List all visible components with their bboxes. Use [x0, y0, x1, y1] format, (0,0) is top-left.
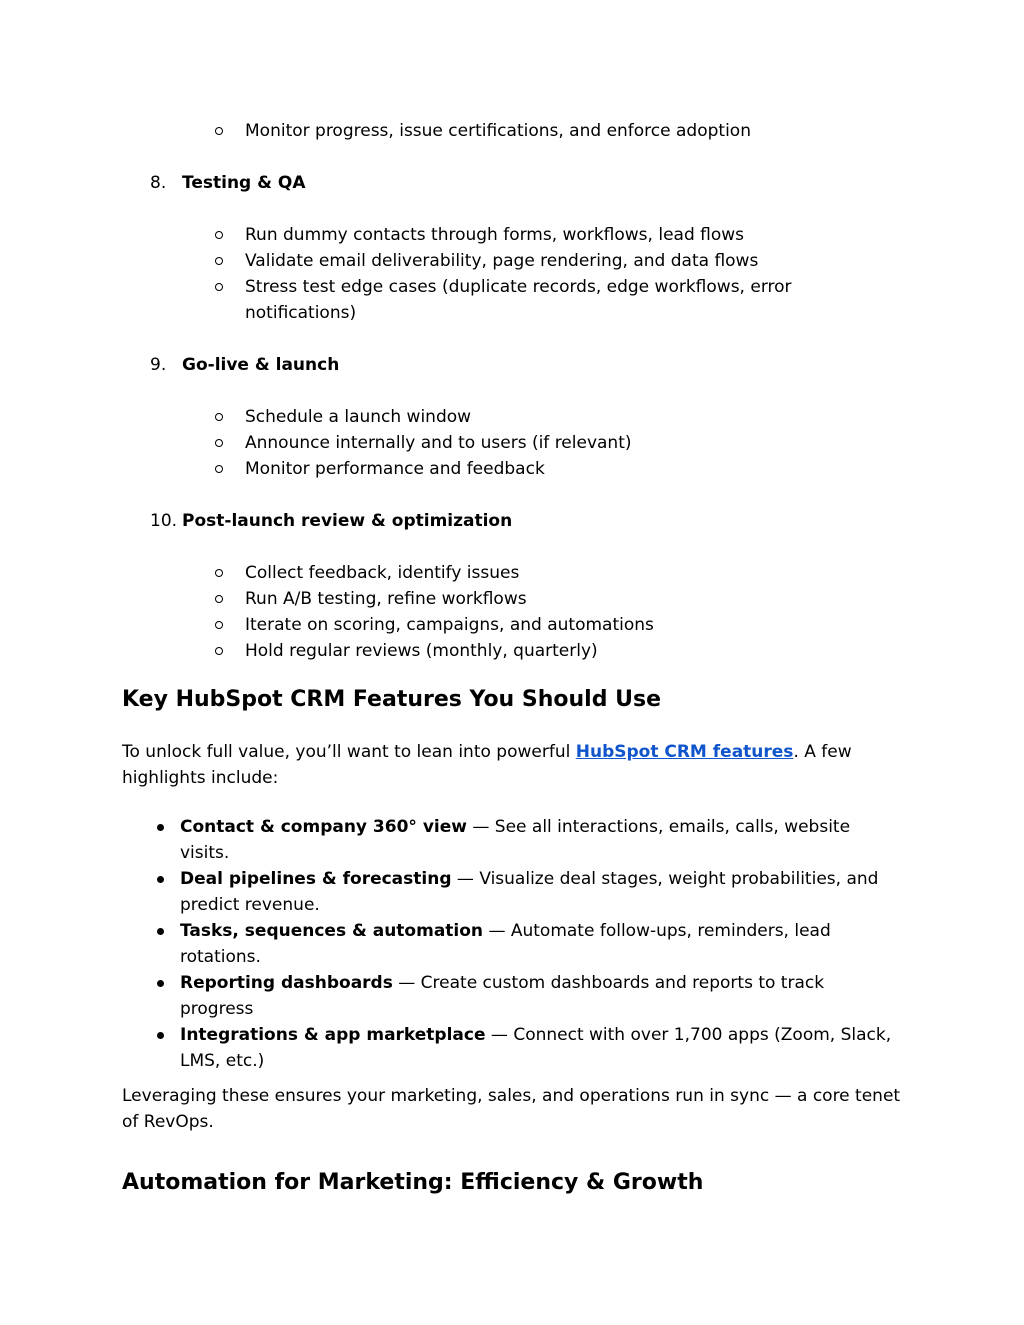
item-number: 8. [150, 173, 167, 193]
hubspot-crm-features-link[interactable]: HubSpot CRM features [575, 742, 794, 762]
feature-title: Deal pipelines & forecasting [180, 869, 452, 889]
feature-description: — Connect with over 1,700 apps (Zoom, Slack, LMS, etc.) [180, 1025, 892, 1071]
item-number: 9. [150, 355, 167, 375]
numbered-item-9-bullets [122, 404, 902, 482]
list-item [122, 866, 902, 918]
list-item [122, 1022, 902, 1074]
list-item-text: Hold regular reviews (monthly, quarterly) [245, 641, 598, 661]
feature-description: — Automate follow-ups, reminders, lead rotations. [180, 921, 831, 967]
list-item [122, 918, 902, 970]
list-item-text: Collect feedback, identify issues [245, 563, 520, 583]
section-heading-automation: Automation for Marketing: Efficiency & Growth [122, 1170, 704, 1195]
list-item [122, 404, 902, 430]
list-item-text: Validate email deliverability, page rendering, and data flows [245, 251, 759, 271]
intro-text-before-link: To unlock full value, you’ll want to lean into powerful [122, 742, 576, 762]
list-item-text: Run A/B testing, refine workflows [245, 589, 527, 609]
list-item-text: Monitor progress, issue certifications, and enforce adoption [245, 121, 751, 141]
list-item [122, 222, 902, 248]
feature-title: Integrations & app marketplace [180, 1025, 486, 1045]
list-item [122, 560, 902, 586]
numbered-item-8 [122, 170, 902, 196]
numbered-item-10 [122, 508, 902, 534]
list-item [122, 430, 902, 456]
list-item [122, 970, 902, 1022]
item-title: Go-live & launch [182, 355, 340, 375]
numbered-item-10-bullets [122, 560, 902, 664]
feature-description: — Create custom dashboards and reports to track progress [180, 973, 825, 1019]
feature-title: Reporting dashboards [180, 973, 393, 993]
list-item-text: Stress test edge cases (duplicate records, edge workflows, error notifications) [245, 277, 792, 323]
list-item [122, 248, 902, 274]
item-title: Post-launch review & optimization [182, 511, 513, 531]
document-content [122, 0, 902, 1198]
intro-text-after-link: . A few highlights include: [122, 742, 852, 788]
list-item [122, 612, 902, 638]
feature-description: — See all interactions, emails, calls, website visits. [180, 817, 851, 863]
list-item [122, 456, 902, 482]
list-item [122, 638, 902, 664]
list-item-text: Run dummy contacts through forms, workflows, lead flows [245, 225, 745, 245]
list-item-text: Monitor performance and feedback [245, 459, 545, 479]
item-title: Testing & QA [182, 173, 306, 193]
feature-title: Contact & company 360° view [180, 817, 467, 837]
features-closing-paragraph: Leveraging these ensures your marketing, sales, and operations run in sync — a core tenet of RevOps. [122, 1086, 901, 1132]
features-intro-paragraph [122, 739, 902, 791]
list-item-text: Schedule a launch window [245, 407, 472, 427]
list-item [122, 814, 902, 866]
list-item-text: Announce internally and to users (if relevant) [245, 433, 632, 453]
feature-list [122, 814, 902, 1074]
feature-description: — Visualize deal stages, weight probabilities, and predict revenue. [180, 869, 879, 915]
feature-title: Tasks, sequences & automation [180, 921, 484, 941]
list-item [122, 274, 902, 326]
list-item [122, 118, 902, 144]
trailing-bullet-list [122, 118, 902, 144]
numbered-item-8-bullets [122, 222, 902, 326]
numbered-item-9 [122, 352, 902, 378]
section-heading-features: Key HubSpot CRM Features You Should Use [122, 687, 661, 712]
list-item-text: Iterate on scoring, campaigns, and automations [245, 615, 654, 635]
list-item [122, 586, 902, 612]
item-number: 10. [150, 511, 178, 531]
